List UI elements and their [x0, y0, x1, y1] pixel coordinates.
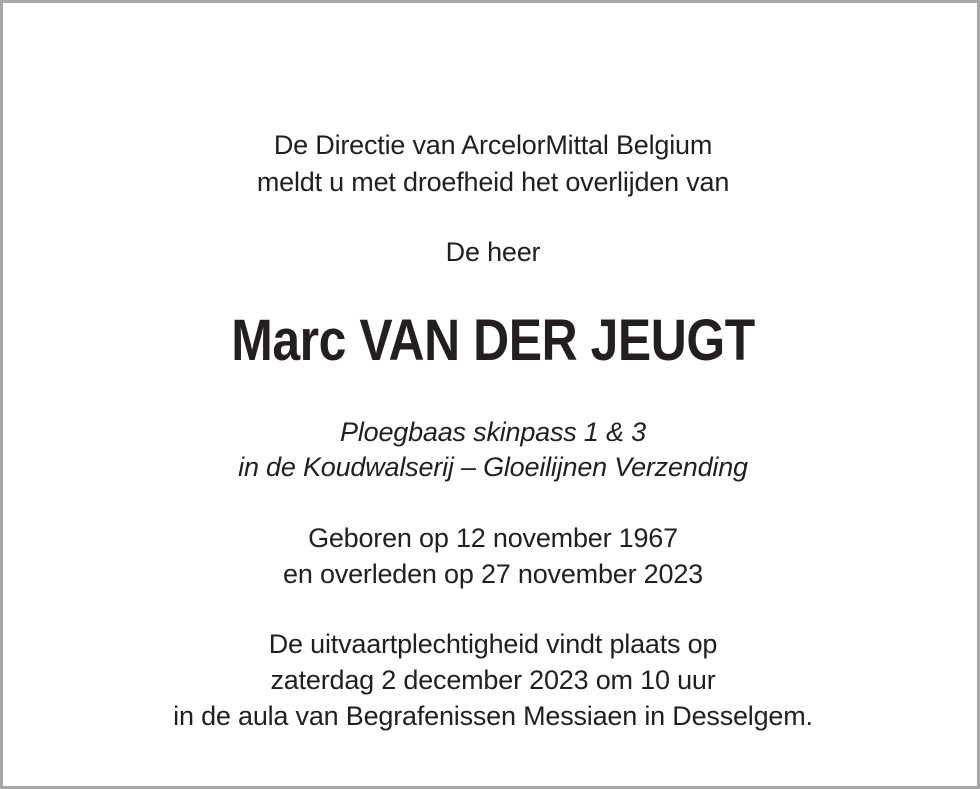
funeral-line-1: De uitvaartplechtigheid vindt plaats op — [268, 629, 718, 659]
role-line-2: in de Koudwalserij – Gloeilijnen Verzending — [238, 452, 748, 482]
birth-line: Geboren op 12 november 1967 — [308, 523, 678, 553]
funeral-line-3: in de aula van Begrafenissen Messiaen in Desselgem. — [173, 701, 813, 731]
honorific: De heer — [445, 237, 541, 267]
intro-line-2: meldt u met droefheid het overlijden van — [256, 167, 730, 197]
death-line: en overleden op 27 november 2023 — [283, 559, 703, 589]
funeral-line-2: zaterdag 2 december 2023 om 10 uur — [270, 665, 716, 695]
deceased-name: Marc VAN DER JEUGT — [231, 308, 755, 373]
intro-line-1: De Directie van ArcelorMittal Belgium — [273, 130, 713, 160]
role-line-1: Ploegbaas skinpass 1 & 3 — [340, 417, 646, 447]
